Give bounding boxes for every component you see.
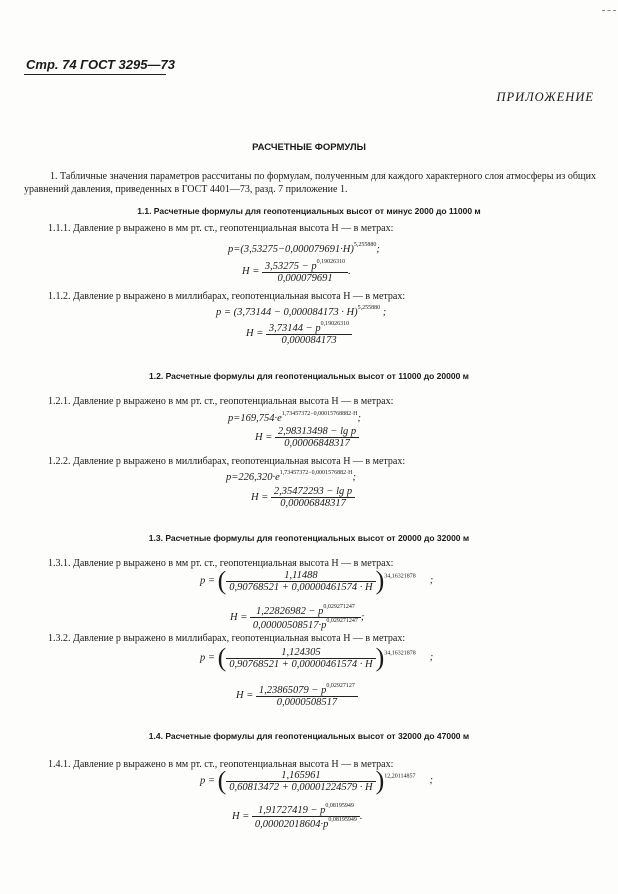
section-heading-1-2: 1.2. Расчетные формулы для геопотенциальных высот от 11000 до 20000 м	[149, 371, 469, 381]
item-1-2-1: 1.2.1. Давление p выражено в мм рт. ст., геопотенциальная высота H — в метрах:	[48, 396, 394, 407]
formula-1-3-2-p: p = ( $\frac{1,124305}{0,90768521 + 0,00000461574 \cdot H}$ )$^{34,16321878}$ ;	[200, 643, 434, 672]
formula-1-1-1-h: H = $\frac{3,53275 - p^{0,19026310}}{0,000079691}$ .	[242, 259, 351, 284]
appendix-label: ПРИЛОЖЕНИЕ	[496, 90, 594, 104]
page-title: РАСЧЕТНЫЕ ФОРМУЛЫ	[252, 142, 366, 153]
item-1-1-1: 1.1.1. Давление p выражено в мм рт. ст., геопотенциальная высота H — в метрах:	[48, 223, 394, 234]
item-1-3-1: 1.3.1. Давление p выражено в мм рт. ст., геопотенциальная высота H — в метрах:	[48, 558, 394, 569]
formula-1-3-2-h: H = $\frac{1,23865079 - p^{0,02927127}}{0,0000508517}$	[236, 683, 358, 708]
section-heading-1-3: 1.3. Расчетные формулы для геопотенциальных высот от 20000 до 32000 м	[148, 533, 470, 543]
header-rule	[24, 74, 166, 75]
formula-1-3-1-p: p = ( $\frac{1,11488}{0,90768521 + 0,00000461574 \cdot H}$ )$^{34,16321878}$ ;	[200, 566, 434, 595]
formula-1-2-1-h: H = $\frac{\text{2,98313498 − lg p}}{0,00006848317}$	[255, 426, 359, 449]
formula-1-2-2-h: H = $\frac{\text{2,35472293 − lg p}}{0,00006848317}$	[251, 486, 355, 509]
formula-1-2-2-p: $p=226,320\cdot e^{1,73457372-0,0001576882\cdot H}$;	[226, 470, 356, 483]
corner-mark	[602, 10, 616, 11]
intro-paragraph: 1. Табличные значения параметров рассчитаны по формулам, полученным для каждого характерного слоя атмосферы из общих уравнений давления, приведенных в ГОСТ 4401—73, разд. 7 приложение 1.	[24, 171, 596, 195]
formula-1-3-1-h: H = $\frac{1,22826982 - p^{0,029271247}}{0,00000508517\cdot p^{0,029271247}}$ ;	[230, 604, 365, 631]
formula-1-4-1-p: p = ( $\frac{1,165961}{0,60813472 + 0,00001224579 \cdot H}$ )$^{12,20114857}$ ;	[200, 766, 434, 795]
page-header: Стр. 74 ГОСТ 3295—73	[26, 57, 175, 72]
formula-1-4-1-h: H = $\frac{1,91727419 - p^{0,08195949}}{0,00002018604\cdot p^{0,08195949}}$ .	[232, 803, 363, 830]
section-heading-1-4: 1.4. Расчетные формулы для геопотенциальных высот от 32000 до 47000 м	[148, 731, 470, 741]
formula-1-1-1-p: $p=(3,53275-0,000079691\cdot H)^{5,255880}$;	[228, 242, 380, 255]
item-1-1-2: 1.1.2. Давление p выражено в миллибарах, геопотенциальная высота H — в метрах:	[48, 291, 406, 302]
formula-1-1-2-h: H = $\frac{3,73144 - p^{0,19026310}}{0,000084173}$	[246, 321, 352, 346]
item-1-3-2: 1.3.2. Давление p выражено в миллибарах, геопотенциальная высота H — в метрах:	[48, 633, 406, 644]
section-heading-1-1: 1.1. Расчетные формулы для геопотенциальных высот от минус 2000 до 11000 м	[137, 206, 481, 216]
item-1-2-2: 1.2.2. Давление p выражено в миллибарах, геопотенциальная высота H — в метрах:	[48, 456, 406, 467]
formula-1-1-2-p: $p = (3,73144 - 0,000084173 \cdot H)^{5,255880}$ ;	[216, 305, 387, 318]
item-1-4-1: 1.4.1. Давление p выражено в мм рт. ст., геопотенциальная высота H — в метрах:	[48, 759, 394, 770]
formula-1-2-1-p: $p=169,754\cdot e^{1,73457372-0,00015768882\cdot H}$;	[228, 411, 361, 424]
